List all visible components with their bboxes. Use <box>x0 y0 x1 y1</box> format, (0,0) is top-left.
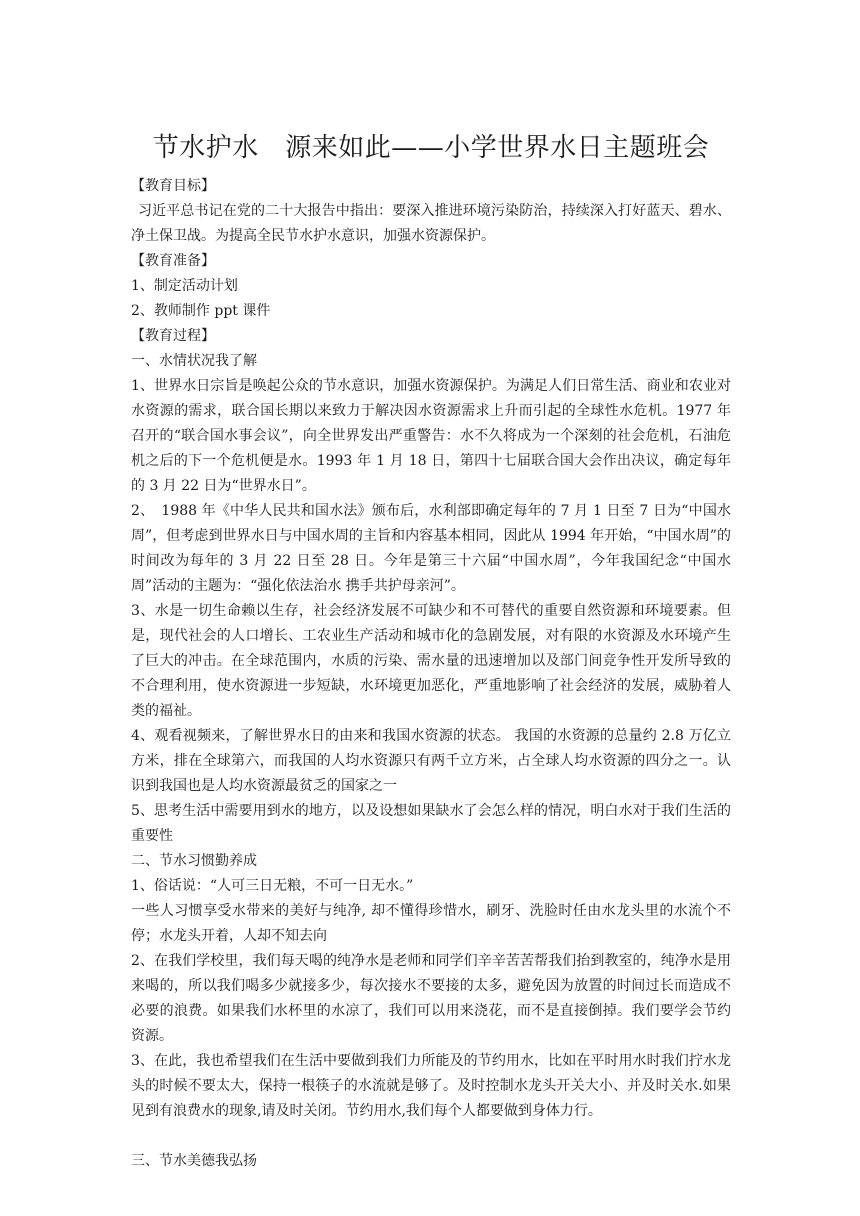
section-heading-preparation: 【教育准备】 <box>131 253 215 269</box>
part-one-item-5: 5、思考生活中需要用到水的地方，以及设想如果缺水了会怎么样的情况，明白水对于我们生活的重要性 <box>131 803 731 844</box>
part-two-item-1: 1、俗话说：“人可三日无粮，不可一日无水。” <box>131 878 414 894</box>
goals-paragraph: 习近平总书记在党的二十大报告中指出：要深入推进环境污染防治，持续深入打好蓝天、碧水、净土保卫战。为提高全民节水护水意识，加强水资源保护。 <box>131 203 731 244</box>
part-one-item-1: 1、世界水日宗旨是唤起公众的节水意识，加强水资源保护。为满足人们日常生活、商业和农业对水资源的需求，联合国长期以来致力于解决因水资源需求上升而引起的全球性水危机。1977 年召开的“联合国水事会议”，向全世界发出严重警告：水不久将成为一个深刻的社会危机，石油危机之后的下一个危机便是水。1993 年 1 月 18 日，第四十七届联合国大会作出决议，确定每年的 3 月 22 日为“世界水日”。 <box>131 378 731 494</box>
part-two-heading: 二、节水习惯勤养成 <box>131 853 257 869</box>
part-three-heading: 三、节水美德我弘扬 <box>131 1153 257 1169</box>
part-one-item-2: 2、 1988 年《中华人民共和国水法》颁布后，水利部即确定每年的 7 月 1 日至 7 日为“中国水周”，但考虑到世界水日与中国水周的主旨和内容基本相同，因此从 1994 年开始，“中国水周”的时间改为每年的 3 月 22 日至 28 日。今年是第三十六届“中国水周”，今年我国纪念“中国水周”活动的主题为：“强化依法治水 携手共护母亲河”。 <box>131 503 731 594</box>
part-two-item-3: 3、在此，我也希望我们在生活中要做到我们力所能及的节约用水，比如在平时用水时我们拧水龙头的时候不要太大，保持一根筷子的水流就是够了。及时控制水龙头开关大小、并及时关水.如果见到有浪费水的现象,请及时关闭。节约用水,我们每个人都要做到身体力行。 <box>131 1053 731 1119</box>
document-title: 节水护水 源来如此——小学世界水日主题班会 <box>152 133 710 163</box>
preparation-item-2: 2、教师制作 ppt 课件 <box>131 303 271 319</box>
part-two-item-1-detail: 一些人习惯享受水带来的美好与纯净, 却不懂得珍惜水，刷牙、洗脸时任由水龙头里的水流个不停；水龙头开着，人却不知去向 <box>131 903 731 944</box>
preparation-item-1: 1、制定活动计划 <box>131 278 238 294</box>
document-page <box>131 128 731 1174</box>
part-one-heading: 一、水情状况我了解 <box>131 353 257 369</box>
section-heading-goals: 【教育目标】 <box>131 178 215 194</box>
part-one-item-3: 3、水是一切生命赖以生存，社会经济发展不可缺少和不可替代的重要自然资源和环境要素。但是，现代社会的人口增长、工农业生产活动和城市化的急剧发展，对有限的水资源及水环境产生了巨大的冲击。在全球范围内，水质的污染、需水量的迅速增加以及部门间竞争性开发所导致的不合理利用，使水资源进一步短缺，水环境更加恶化，严重地影响了社会经济的发展，威胁着人类的福祉。 <box>131 603 731 719</box>
part-one-item-4: 4、观看视频来，了解世界水日的由来和我国水资源的状态。 我国的水资源的总量约 2.8 万亿立方米，排在全球第六，而我国的人均水资源只有两千立方米，占全球人均水资源的四分之一。认识到我国也是人均水资源最贫乏的国家之一 <box>131 728 731 794</box>
section-heading-process: 【教育过程】 <box>131 328 215 344</box>
part-two-item-2: 2、在我们学校里，我们每天喝的纯净水是老师和同学们辛辛苦苦帮我们抬到教室的，纯净水是用来喝的，所以我们喝多少就接多少，每次接水不要接的太多，避免因为放置的时间过长而造成不必要的浪费。如果我们水杯里的水凉了，我们可以用来浇花，而不是直接倒掉。我们要学会节约资源。 <box>131 953 731 1044</box>
